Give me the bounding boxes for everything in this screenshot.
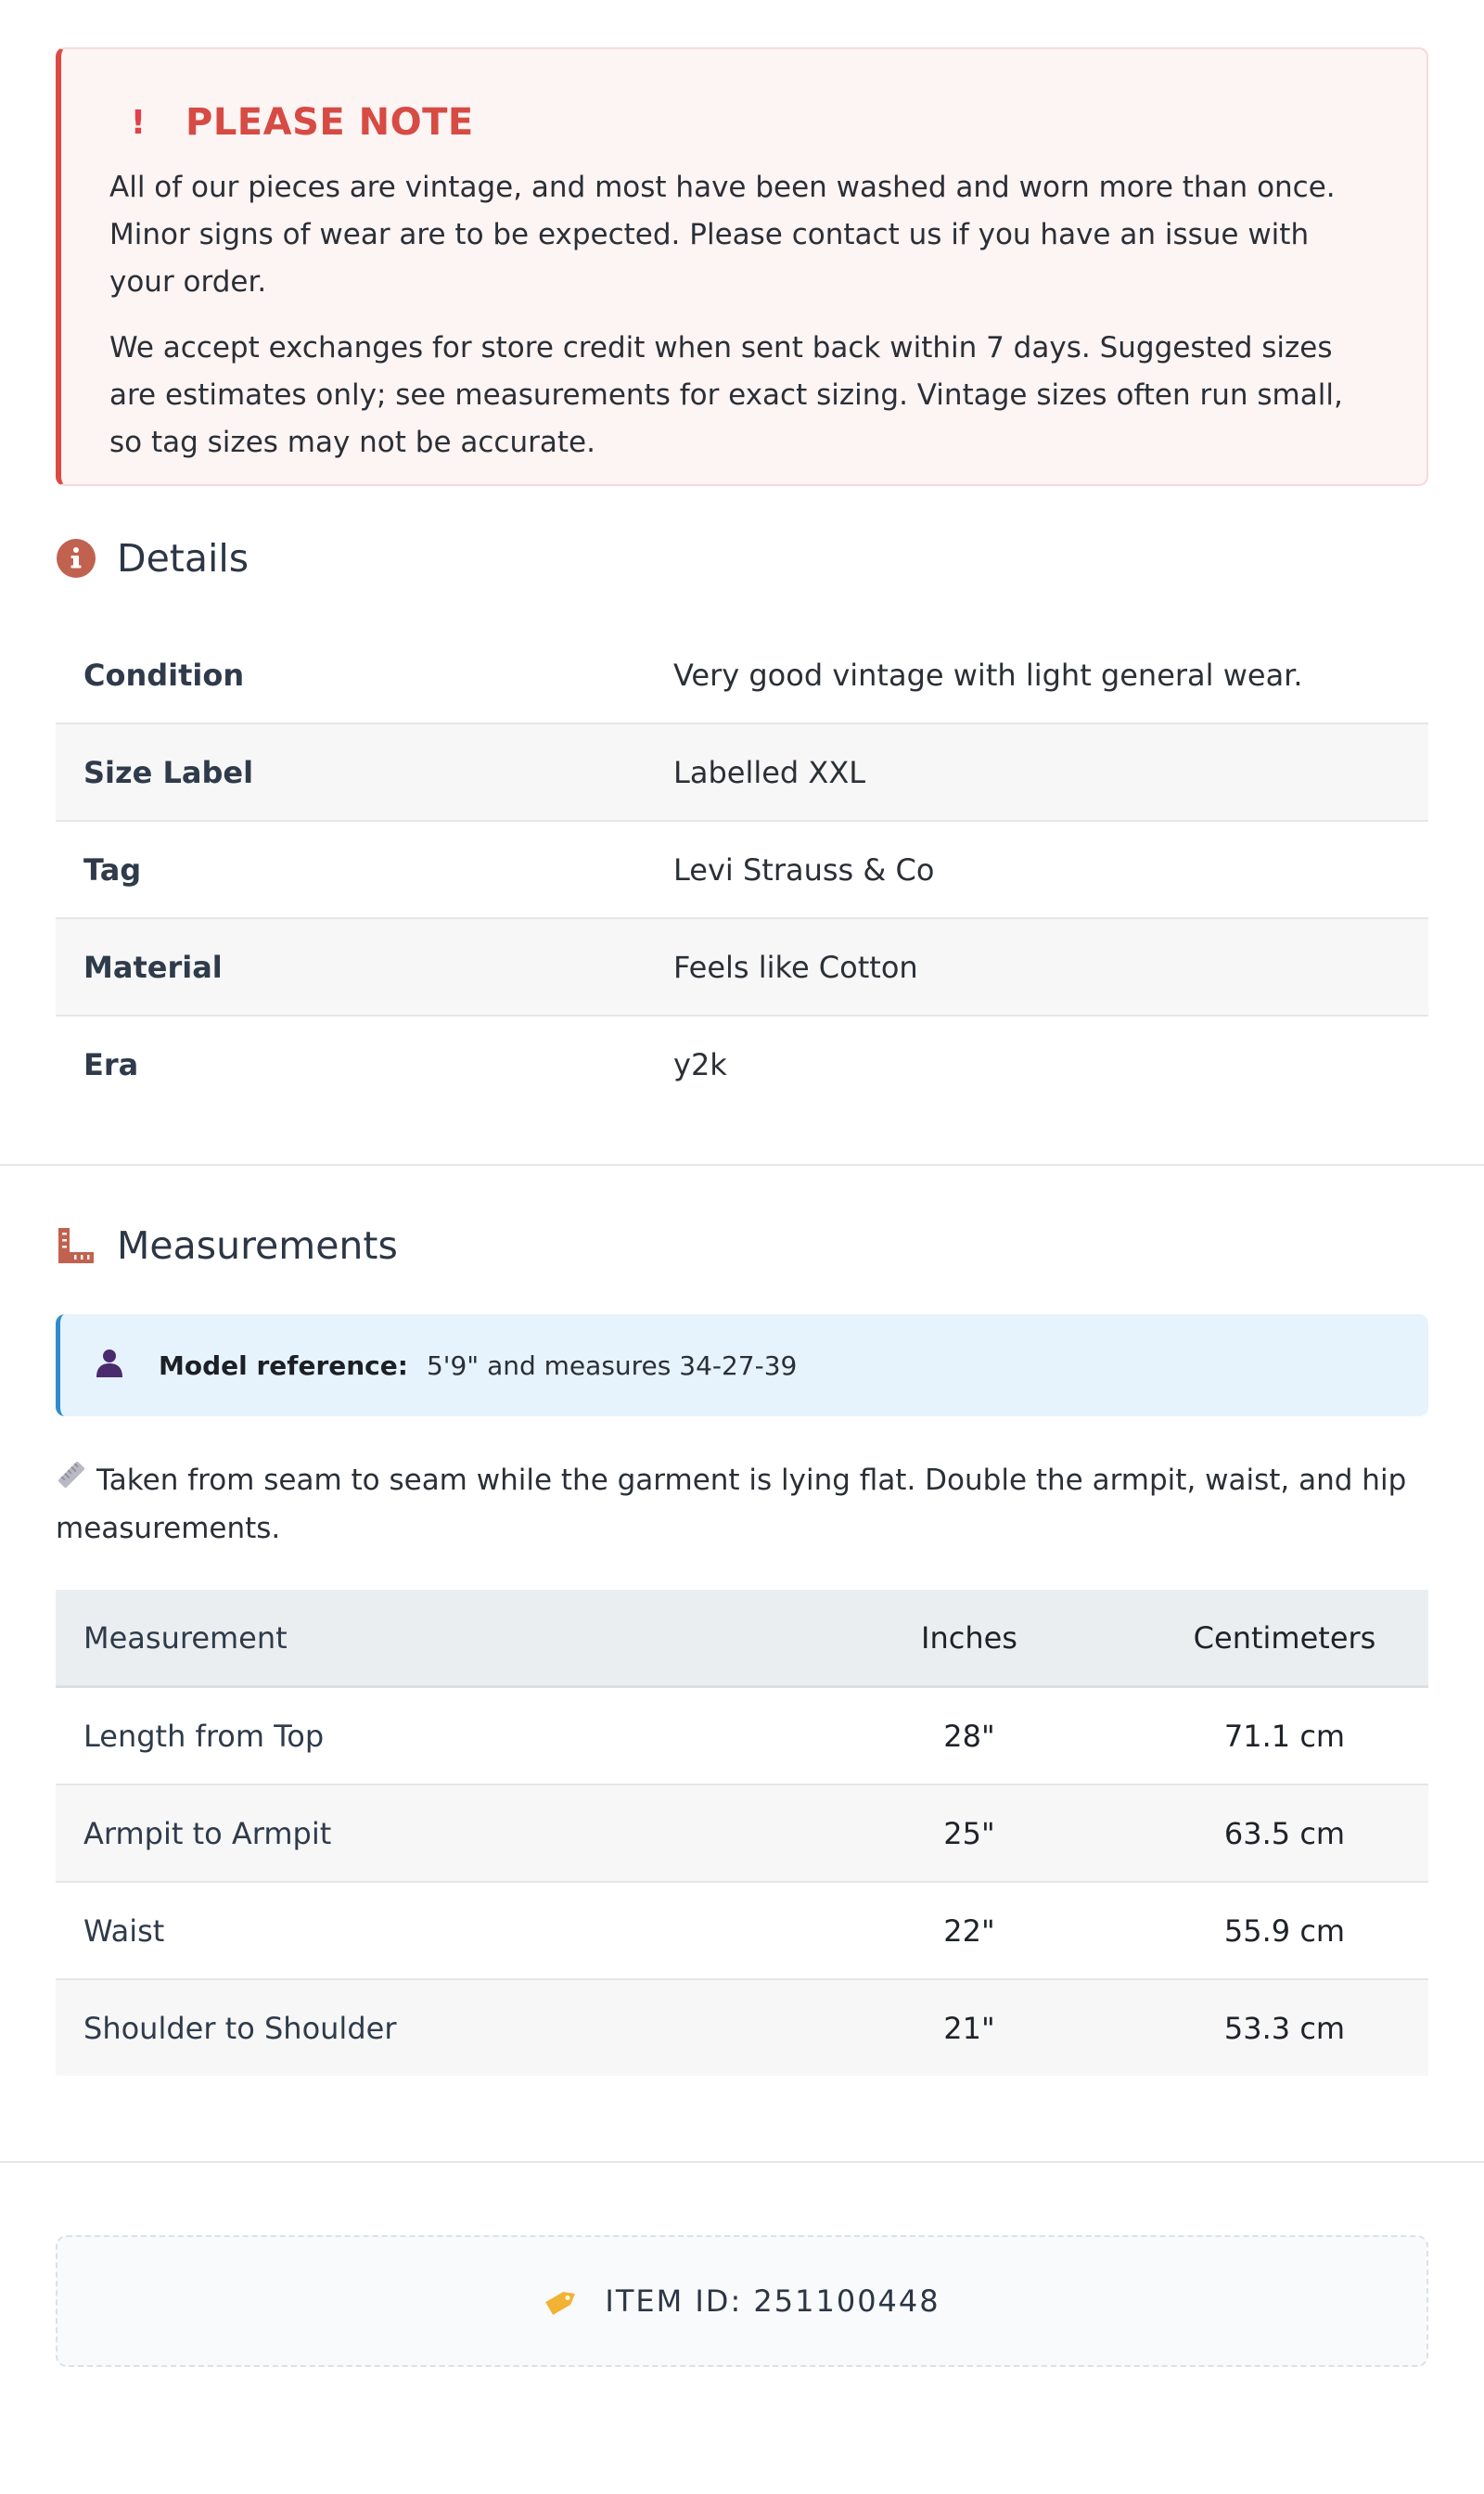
person-icon — [94, 1347, 125, 1385]
exclamation-icon: ! — [130, 103, 147, 142]
measurement-cm: 71.1 cm — [1223, 1718, 1346, 1754]
notice-box — [56, 47, 1428, 486]
measurement-inches: 21" — [943, 2010, 995, 2046]
measurement-name: Waist — [83, 1912, 165, 1949]
details-row — [56, 1017, 1428, 1112]
table-row — [56, 1688, 1428, 1785]
details-value: Feels like Cotton — [673, 949, 918, 985]
measurement-cm: 55.9 cm — [1223, 1912, 1346, 1949]
measurement-name: Length from Top — [83, 1718, 325, 1754]
table-row — [56, 1883, 1428, 1980]
measurements-title: Measurements — [117, 1223, 398, 1268]
measurement-inches: 28" — [943, 1718, 995, 1754]
details-row — [56, 822, 1428, 919]
table-row — [56, 1980, 1428, 2076]
measurement-inches: 25" — [943, 1815, 995, 1851]
column-header: Measurement — [83, 1619, 288, 1656]
details-row — [56, 919, 1428, 1017]
item-id-box — [56, 2235, 1428, 2367]
details-row — [56, 627, 1428, 724]
measurement-instructions — [56, 1457, 1428, 1553]
details-label: Material — [83, 949, 223, 985]
details-header — [56, 531, 1428, 586]
section-divider — [0, 2161, 1484, 2163]
table-header-row — [56, 1590, 1428, 1688]
measurement-name: Armpit to Armpit — [83, 1815, 332, 1851]
model-reference — [56, 1314, 1428, 1416]
details-label: Tag — [83, 851, 142, 888]
details-table — [56, 627, 1428, 1112]
measurements-header — [56, 1218, 1428, 1273]
notice-header — [109, 99, 1380, 146]
column-header: Inches — [921, 1619, 1017, 1656]
ruler-icon — [56, 1458, 87, 1505]
details-label: Era — [83, 1046, 139, 1082]
details-label: Condition — [83, 657, 245, 693]
notice-paragraph: We accept exchanges for store credit when sent back within 7 days. Suggested sizes are estimates only; see measurements for exact sizing. Vintage sizes often run small, so tag sizes may not be accurate. — [109, 331, 1343, 459]
ruler-icon — [56, 1225, 96, 1266]
table-row — [56, 1785, 1428, 1883]
details-value: Levi Strauss & Co — [673, 851, 935, 888]
section-divider — [0, 1164, 1484, 1166]
model-reference-label: Model reference: — [159, 1349, 408, 1381]
column-header: Centimeters — [1193, 1619, 1376, 1656]
notice-title: PLEASE NOTE — [186, 101, 474, 144]
model-reference-value: 5'9" and measures 34-27-39 — [426, 1349, 798, 1381]
info-icon — [56, 538, 96, 579]
measurement-cm: 63.5 cm — [1223, 1815, 1346, 1851]
details-value: y2k — [673, 1046, 727, 1082]
measurement-note-text: Taken from seam to seam while the garment is lying flat. Double the armpit, waist, and hip measurements. — [56, 1464, 1407, 1545]
tag-icon — [544, 2285, 581, 2317]
details-label: Size Label — [83, 754, 254, 790]
measurement-inches: 22" — [943, 1912, 995, 1949]
notice-paragraph: All of our pieces are vintage, and most have been washed and worn more than once. Minor signs of wear are to be expected. Please contact us if you have an issue with your order. — [109, 171, 1336, 299]
details-value: Labelled XXL — [673, 754, 866, 790]
measurement-name: Shoulder to Shoulder — [83, 2010, 397, 2046]
measurement-cm: 53.3 cm — [1223, 2010, 1346, 2046]
details-row — [56, 724, 1428, 822]
item-id-label: ITEM ID: 251100448 — [605, 2283, 940, 2319]
measurements-table — [56, 1590, 1428, 2076]
details-title: Details — [117, 536, 249, 581]
details-value: Very good vintage with light general wear. — [673, 657, 1303, 693]
